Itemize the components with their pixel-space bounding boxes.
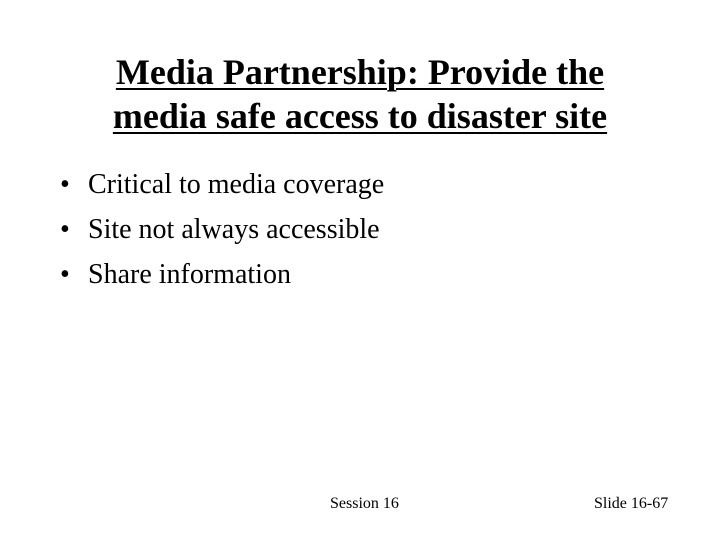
bullet-marker: • bbox=[60, 259, 70, 290]
bullet-marker: • bbox=[60, 214, 70, 245]
bullet-text: Critical to media coverage bbox=[88, 169, 385, 200]
footer-session-label: Session 16 bbox=[330, 495, 399, 512]
bullet-item-critical bbox=[60, 162, 660, 207]
footer-slide-number: Slide 16-67 bbox=[594, 495, 669, 512]
slide-title-line-1: Media Partnership: Provide the bbox=[115, 52, 605, 92]
bullet-item-share-info bbox=[60, 252, 660, 297]
slide-title bbox=[40, 50, 680, 138]
slide-title-line-2: media safe access to disaster site bbox=[112, 96, 608, 136]
bullet-list bbox=[60, 162, 660, 297]
bullet-marker: • bbox=[60, 169, 70, 200]
bullet-text: Site not always accessible bbox=[88, 214, 380, 245]
bullet-text: Share information bbox=[88, 259, 291, 290]
bullet-item-site-access bbox=[60, 207, 660, 252]
